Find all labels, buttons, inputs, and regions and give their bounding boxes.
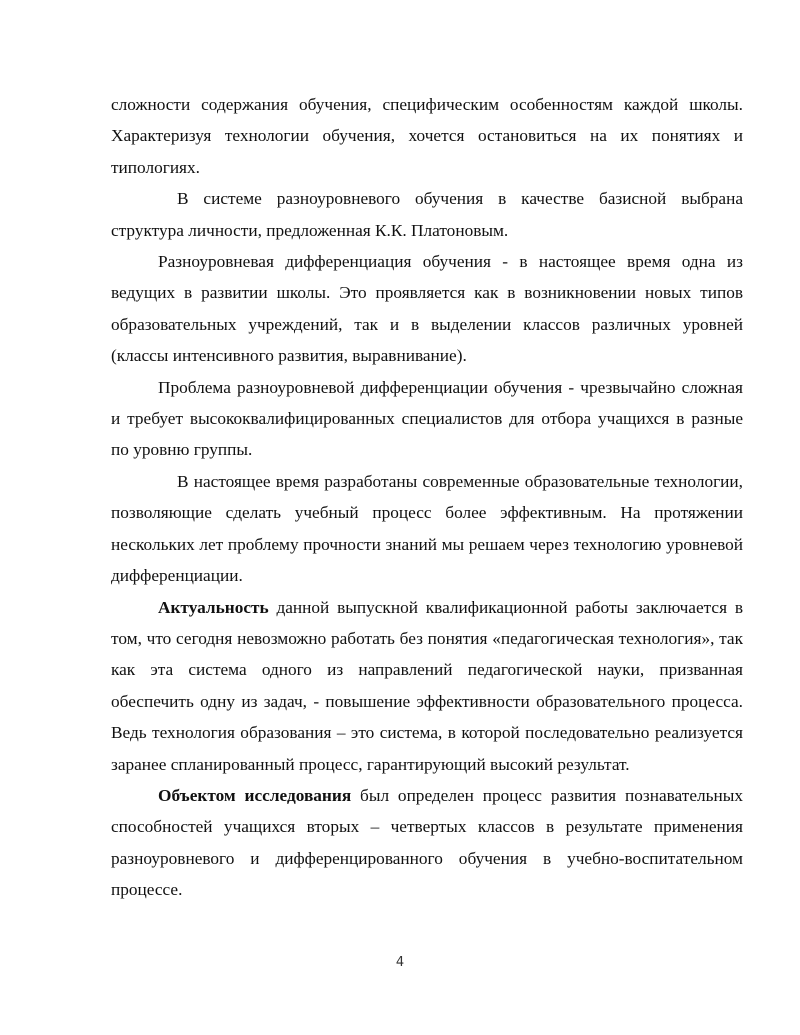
research-object-term: Объектом исследования <box>158 785 352 805</box>
paragraph-continuation <box>111 89 743 183</box>
paragraph-text: сложности содержания обучения, специфическим особенностям каждой школы. Характеризуя технологии обучения, хочется остановиться на их понятиях и типологиях. <box>111 95 743 177</box>
paragraph-research-object <box>111 780 743 906</box>
paragraph-technologies <box>111 466 743 592</box>
paragraph-text: В настоящее время разработаны современные образовательные технологии, позволяющие сделать учебный процесс более эффективным. На протяжении нескольких лет проблему прочности знаний мы решаем через технологию уровневой дифференциации. <box>111 471 743 586</box>
page-number: 4 <box>395 955 405 970</box>
paragraph-problem <box>111 372 743 466</box>
paragraph-differentiation <box>111 246 743 372</box>
paragraph-text: данной выпускной квалификационной работы заключается в том, что сегодня невозможно работать без понятия «педагогическая технология», так как эта система одного из направлений педагогической науки, призванная обеспечить одну из задач, - повышение эффективности образовательного процесса. Ведь технология образования – это система, в которой последовательно реализуется заранее спланированный процесс, гарантирующий высокий результат. <box>111 597 743 774</box>
page-body <box>111 89 743 906</box>
paragraph-text: Проблема разноуровневой дифференциации обучения - чрезвычайно сложная и требует высококвалифицированных специалистов для отбора учащихся в разные по уровню группы. <box>111 377 743 460</box>
paragraph-text: В системе разноуровневого обучения в качестве базисной выбрана структура личности, предложенная К.К. Платоновым. <box>111 189 743 240</box>
relevance-term: Актуальность <box>158 597 269 617</box>
paragraph-text: Разноуровневая дифференциация обучения - в настоящее время одна из ведущих в развитии школы. Это проявляется как в возникновении новых типов образовательных учреждений, так и в выделении классов различных уровней (классы интенсивного развития, выравнивание). <box>111 252 743 366</box>
paragraph-personality-structure <box>111 183 743 246</box>
paragraph-relevance <box>111 592 743 780</box>
paragraph-text: был определен процесс развития познавательных способностей учащихся вторых – четвертых классов в результате применения разноуровневого и дифференцированного обучения в учебно-воспитательном процессе. <box>111 785 743 900</box>
